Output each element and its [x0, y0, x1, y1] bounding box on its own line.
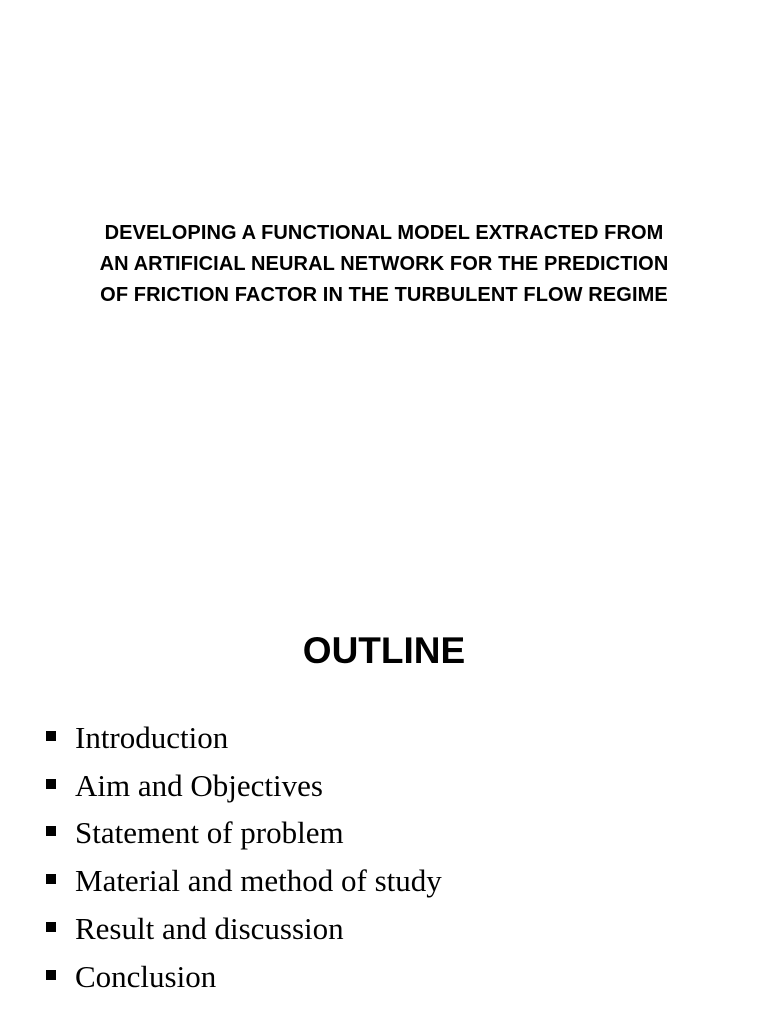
outline-heading: OUTLINE — [302, 630, 466, 671]
outline-item-result-and-discussion — [46, 905, 442, 953]
square-bullet-icon — [46, 970, 56, 980]
outline-item-label: Introduction — [75, 719, 229, 755]
title-line: AN ARTIFICIAL NEURAL NETWORK FOR THE PREDICTION — [99, 253, 669, 275]
title-line: OF FRICTION FACTOR IN THE TURBULENT FLOW REGIME — [100, 284, 668, 306]
outline-item-material-and-method — [46, 857, 442, 905]
outline-item-label: Statement of problem — [75, 815, 344, 851]
square-bullet-icon — [46, 874, 56, 884]
square-bullet-icon — [46, 779, 56, 789]
outline-item-label: Aim and Objectives — [75, 767, 323, 803]
outline-item-label: Result and discussion — [75, 911, 344, 947]
outline-item-label: Conclusion — [75, 958, 217, 994]
outline-item-conclusion — [46, 953, 442, 1001]
outline-item-aim-and-objectives — [46, 762, 442, 810]
presentation-title — [40, 218, 728, 311]
outline-item-label: Material and method of study — [75, 863, 442, 899]
title-line: DEVELOPING A FUNCTIONAL MODEL EXTRACTED FROM — [104, 222, 664, 244]
outline-list — [46, 714, 442, 1001]
square-bullet-icon — [46, 731, 56, 741]
square-bullet-icon — [46, 826, 56, 836]
outline-item-introduction — [46, 714, 442, 762]
outline-item-statement-of-problem — [46, 810, 442, 858]
square-bullet-icon — [46, 922, 56, 932]
